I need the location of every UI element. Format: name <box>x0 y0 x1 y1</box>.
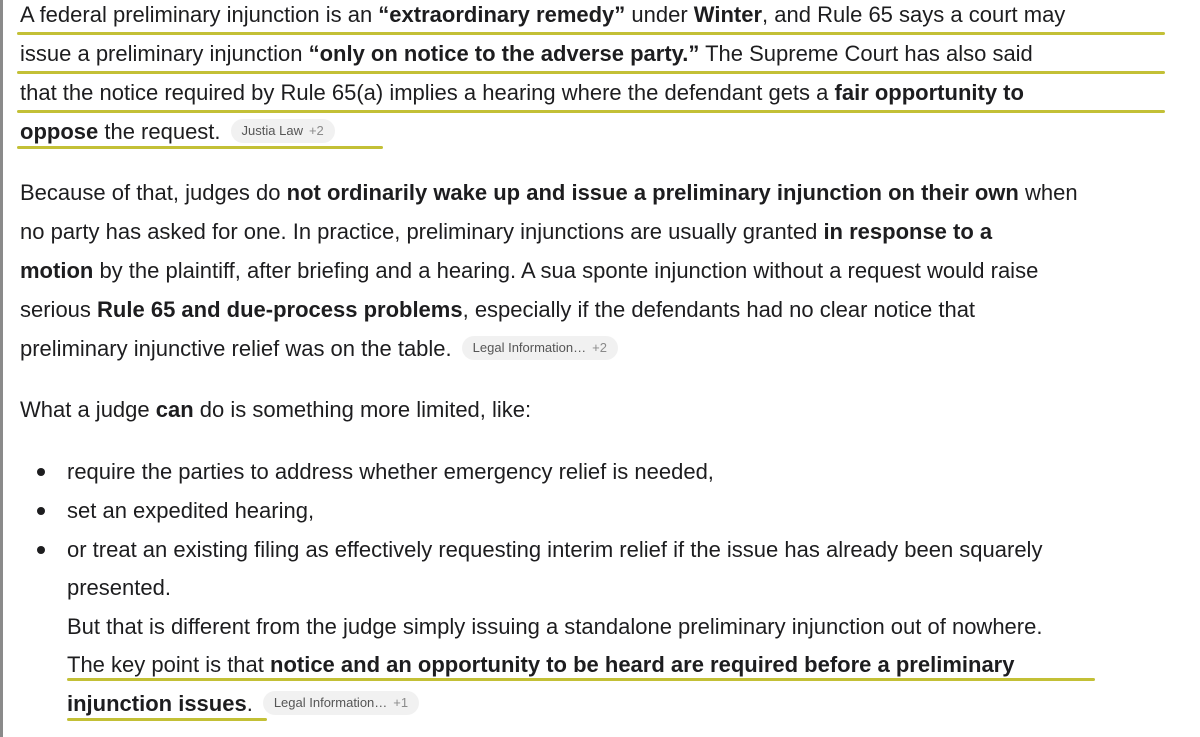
p2-line-1 <box>20 173 1078 212</box>
bold-text: “extraordinary remedy” <box>378 2 626 27</box>
source-chip-legal-information[interactable] <box>462 336 618 360</box>
text: The key point is that <box>67 652 270 677</box>
bullet-icon <box>37 468 45 476</box>
bold-text: fair opportunity to <box>834 80 1024 105</box>
bold-text: not ordinarily wake up and issue a preliminary injunction on their own <box>286 180 1019 205</box>
text: by the plaintiff, after briefing and a hearing. A sua sponte injunction without a request would raise <box>93 258 1039 283</box>
chip-count: +2 <box>592 340 607 356</box>
p1-line-2 <box>20 34 1033 73</box>
text: no party has asked for one. In practice, preliminary injunctions are usually granted <box>20 219 824 244</box>
chip-label: Legal Information… <box>273 695 388 711</box>
bold-text: notice and an opportunity to be heard are required before a preliminary <box>270 652 1015 677</box>
chip-count: +1 <box>393 695 409 711</box>
list-item-text: or treat an existing filing as effectively requesting interim relief if the issue has already been squarely <box>67 537 1043 562</box>
p3-line <box>20 390 531 429</box>
text: the request. <box>98 119 221 144</box>
list-item-text: But that is different from the judge simply issuing a standalone preliminary injunction out of nowhere. <box>67 614 1043 639</box>
chip-count: +2 <box>308 123 324 139</box>
list-item <box>67 491 314 530</box>
bold-text: “only on notice to the adverse party.” <box>308 41 700 66</box>
text: that the notice required by Rule 65(a) implies a hearing where the defendant gets a <box>20 80 835 105</box>
text: The Supreme Court has also said <box>699 41 1033 66</box>
text: preliminary injunctive relief was on the table. <box>20 336 452 361</box>
list-item-continuation <box>67 607 1042 646</box>
text: serious <box>20 297 98 322</box>
bold-text: Winter <box>693 2 763 27</box>
highlight-underline <box>67 718 267 721</box>
text: issue a preliminary injunction <box>20 41 309 66</box>
p2-line-2 <box>20 212 992 251</box>
list-item <box>67 530 1042 569</box>
p2-line-4 <box>20 290 975 329</box>
text: Because of that, judges do <box>20 180 287 205</box>
text: do is something more limited, like: <box>193 397 532 422</box>
source-chip-legal-information[interactable] <box>263 691 419 715</box>
p1-line-3 <box>20 73 1024 112</box>
list-item-text: set an expedited hearing, <box>67 498 315 523</box>
bold-text: in response to a <box>823 219 993 244</box>
p2-line-3 <box>20 251 1038 290</box>
text: , especially if the defendants had no clear notice that <box>462 297 976 322</box>
highlight-underline <box>17 146 383 149</box>
bold-text: oppose <box>20 119 99 144</box>
chip-label: Justia Law <box>241 123 303 139</box>
bold-text: can <box>155 397 194 422</box>
bold-text: Rule 65 and due-process problems <box>97 297 463 322</box>
text: What a judge <box>20 397 156 422</box>
bullet-icon <box>37 507 45 515</box>
p1-line-1 <box>20 0 1065 34</box>
bold-text: motion <box>20 258 94 283</box>
text: under <box>625 2 694 27</box>
text: . <box>246 691 253 716</box>
list-item-continuation <box>67 568 171 607</box>
list-item-text: require the parties to address whether emergency relief is needed, <box>67 459 714 484</box>
source-chip-justia[interactable] <box>231 119 335 143</box>
bullet-icon <box>37 546 45 554</box>
highlight-underline <box>67 678 1095 681</box>
list-item <box>67 452 714 491</box>
p2-line-5 <box>20 329 618 368</box>
list-item-text: presented. <box>67 575 171 600</box>
chip-label: Legal Information… <box>472 340 587 356</box>
text: A federal preliminary injunction is an <box>20 2 379 27</box>
text: , and Rule 65 says a court may <box>762 2 1066 27</box>
text: when <box>1018 180 1078 205</box>
bold-text: injunction issues <box>67 691 247 716</box>
